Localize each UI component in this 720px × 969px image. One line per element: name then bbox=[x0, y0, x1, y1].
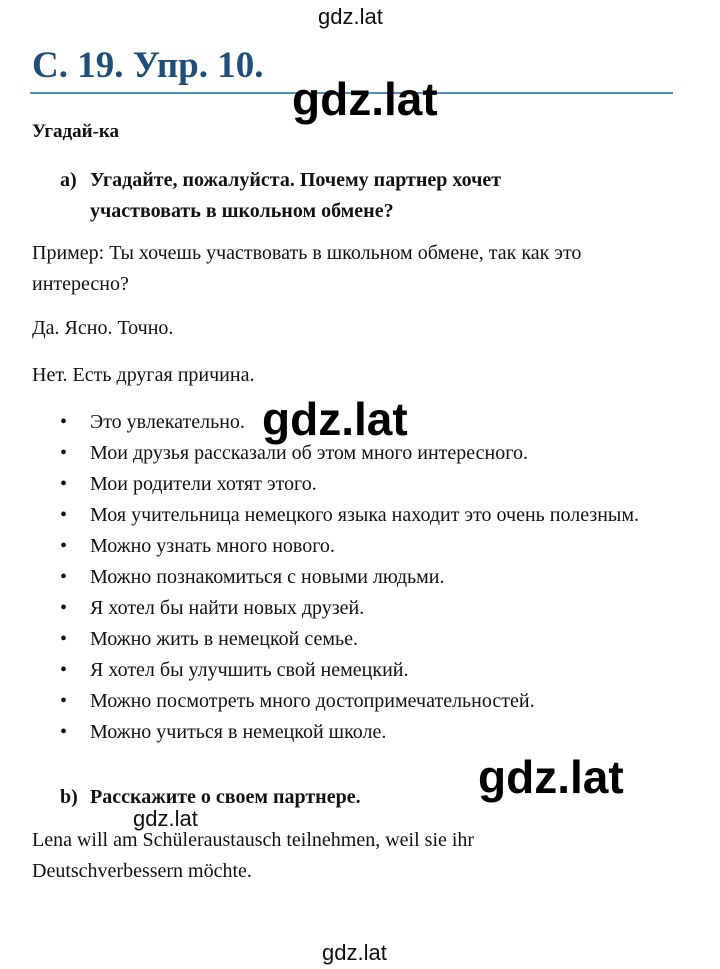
watermark-big-1: gdz.lat bbox=[292, 73, 438, 125]
bullet-icon: • bbox=[60, 566, 68, 588]
reason-text: Мои родители хотят этого. bbox=[90, 473, 317, 495]
reason-text: Это увлекательно. bbox=[90, 411, 245, 433]
reason-text: Можно посмотреть много достопримечательностей. bbox=[90, 690, 535, 712]
reason-text: Я хотел бы улучшить свой немецкий. bbox=[90, 659, 409, 681]
answer-no: Нет. Есть другая причина. bbox=[32, 364, 255, 386]
reason-item bbox=[60, 562, 660, 593]
reason-text: Моя учительница немецкого языка находит это очень полезным. bbox=[90, 504, 640, 526]
page-title: С. 19. Упр. 10. bbox=[32, 45, 264, 86]
task-b-text: Расскажите о своем партнере. bbox=[90, 786, 361, 808]
reason-item bbox=[60, 469, 660, 500]
watermark-bottom: gdz.lat bbox=[322, 940, 387, 965]
reason-item bbox=[60, 655, 660, 686]
task-a-letter: a) bbox=[60, 169, 77, 191]
bullet-icon: • bbox=[60, 628, 68, 650]
task-a-text: Угадайте, пожалуйста. Почему партнер хочет участвовать в школьном обмене? bbox=[90, 169, 502, 222]
watermark-big-3: gdz.lat bbox=[478, 751, 624, 803]
example-text: Пример: Ты хочешь участвовать в школьном обмене, так как это интересно? bbox=[32, 242, 582, 295]
reasons-list-container bbox=[60, 407, 660, 748]
answer-german: Lena will am Schüleraustausch teilnehmen, weil sie ihr Deutschverbessern möchte. bbox=[32, 829, 475, 882]
reason-item bbox=[60, 531, 660, 562]
reason-text: Можно узнать много нового. bbox=[90, 535, 335, 557]
bullet-icon: • bbox=[60, 473, 68, 495]
reason-text: Можно жить в немецкой семье. bbox=[90, 628, 359, 650]
bullet-icon: • bbox=[60, 535, 68, 557]
bullet-icon: • bbox=[60, 442, 68, 464]
watermark-top: gdz.lat bbox=[318, 4, 383, 29]
task-b-letter: b) bbox=[60, 786, 78, 808]
bullet-icon: • bbox=[60, 659, 68, 681]
watermark-big-2: gdz.lat bbox=[262, 393, 408, 445]
reason-text: Я хотел бы найти новых друзей. bbox=[90, 597, 365, 619]
bullet-icon: • bbox=[60, 690, 68, 712]
reason-text: Можно познакомиться с новыми людьми. bbox=[90, 566, 445, 588]
section-heading: Угадай-ка bbox=[32, 121, 120, 142]
task-a bbox=[60, 165, 660, 229]
bullet-icon: • bbox=[60, 411, 68, 433]
reason-item bbox=[60, 500, 660, 531]
reason-item bbox=[60, 593, 660, 624]
reason-item bbox=[60, 624, 660, 655]
watermark-small-mid: gdz.lat bbox=[133, 806, 198, 831]
bullet-icon: • bbox=[60, 721, 68, 743]
reason-item bbox=[60, 686, 660, 717]
reasons-list bbox=[60, 407, 660, 748]
reason-text: Мои друзья рассказали об этом много интересного. bbox=[90, 442, 528, 464]
reason-item bbox=[60, 717, 660, 748]
reason-text: Можно учиться в немецкой школе. bbox=[90, 721, 387, 743]
bullet-icon: • bbox=[60, 597, 68, 619]
answer-yes: Да. Ясно. Точно. bbox=[32, 317, 174, 339]
bullet-icon: • bbox=[60, 504, 68, 526]
